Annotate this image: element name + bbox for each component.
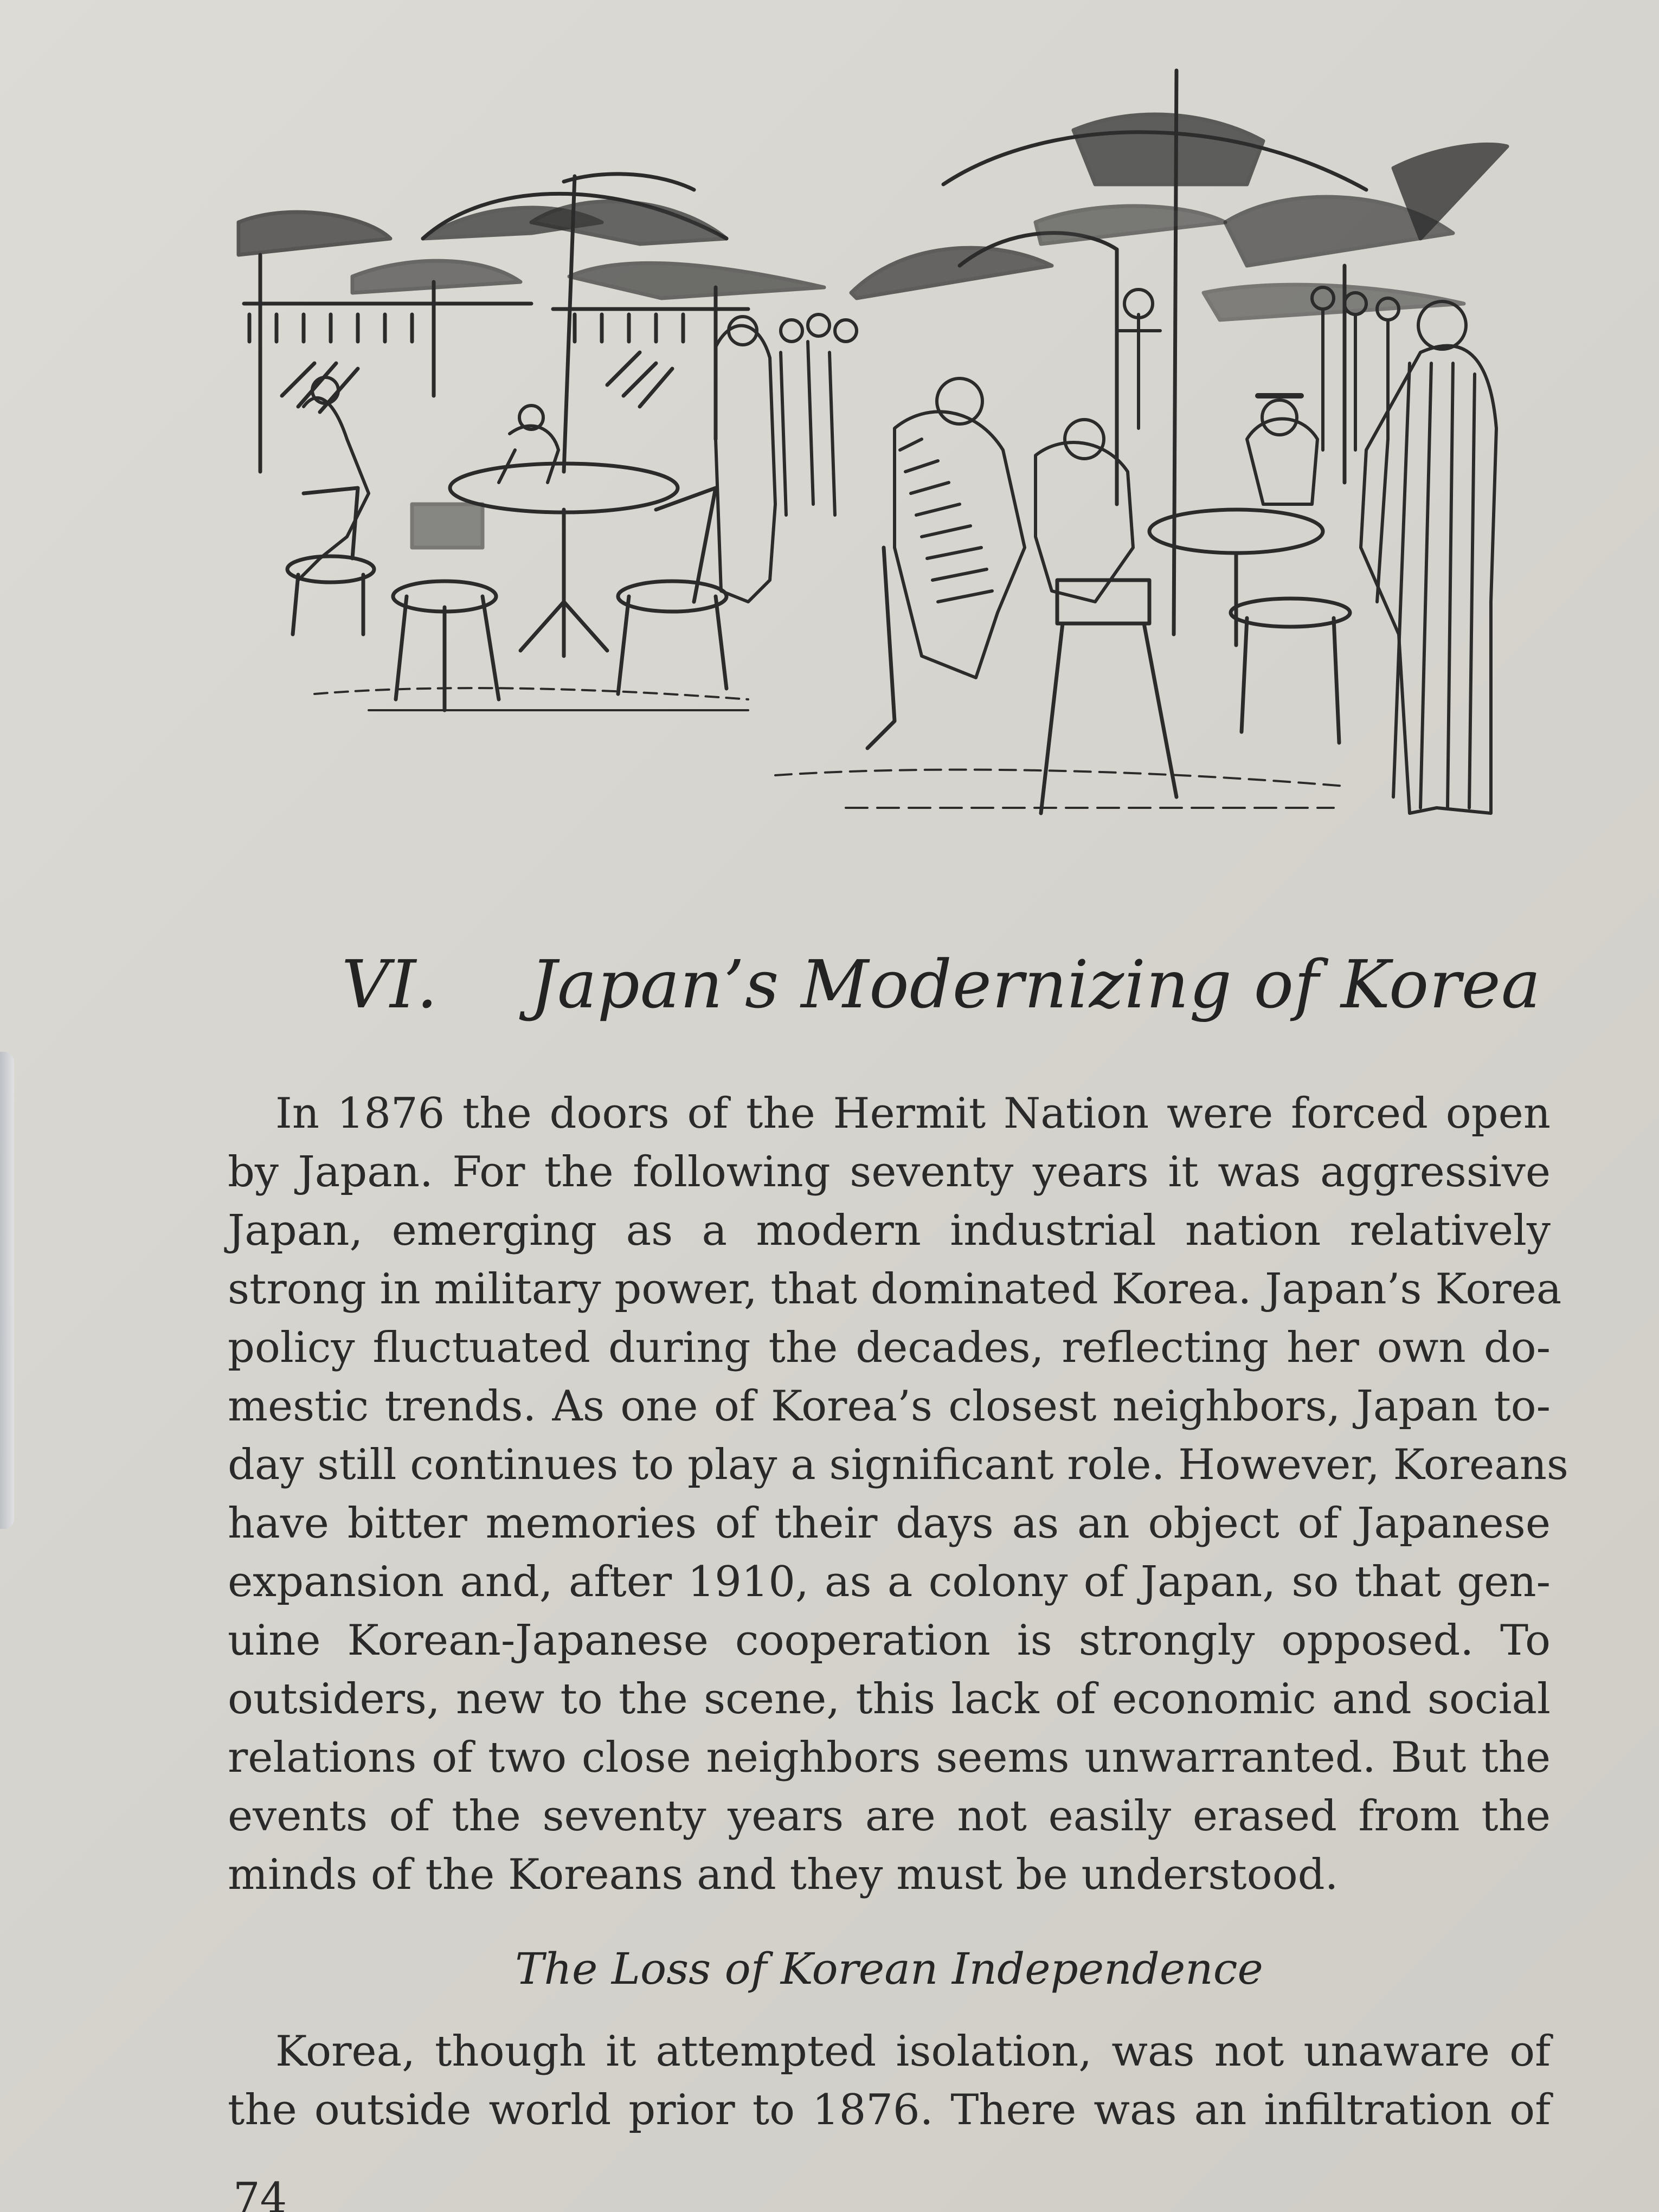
chapter-number: VI. xyxy=(342,946,439,1023)
tables xyxy=(450,464,1323,656)
text-line: day still continues to play a significant role. However, Koreans xyxy=(228,1441,1568,1489)
text-line: In 1876 the doors of the Hermit Nation were forced open xyxy=(275,1089,1551,1138)
text-line: events of the seventy years are not easily erased from the xyxy=(228,1792,1551,1841)
text-line: Japan, emerging as a modern industrial nation relatively xyxy=(228,1206,1551,1255)
text-line: by Japan. For the following seventy years it was aggressive xyxy=(228,1148,1551,1197)
paragraph-intro xyxy=(228,1084,1568,1904)
section-heading: The Loss of Korean Independence xyxy=(515,1944,1263,1994)
text-line: the outside world prior to 1876. There was an infiltration of xyxy=(228,2086,1551,2134)
text-line: minds of the Koreans and they must be understood. xyxy=(228,1850,1339,1899)
text-line: mestic trends. As one of Korea’s closest neighbors, Japan to- xyxy=(228,1382,1551,1431)
text-line: Korea, though it attempted isolation, was not unaware of xyxy=(275,2027,1551,2076)
ground-lines xyxy=(314,688,1345,808)
chapter-title-text: Japan’s Modernizing of Korea xyxy=(530,946,1541,1023)
chapter-title xyxy=(342,946,1541,1023)
page-edge-shadow xyxy=(0,1052,14,1529)
text-line: expansion and, after 1910, as a colony of Japan, so that gen- xyxy=(228,1558,1551,1606)
text-line: have bitter memories of their days as an object of Japanese xyxy=(228,1499,1551,1548)
text-line: relations of two close neighbors seems unwarranted. But the xyxy=(228,1733,1551,1782)
text-line: strong in military power, that dominated Korea. Japan’s Korea xyxy=(228,1265,1562,1314)
right-umbrellas xyxy=(851,70,1507,634)
paragraph-section xyxy=(228,2022,1551,2139)
text-line: outsiders, new to the scene, this lack of economic and social xyxy=(228,1675,1551,1724)
text-line: policy fluctuated during the decades, reflecting her own do- xyxy=(228,1323,1551,1372)
people-left xyxy=(298,314,857,602)
chairs xyxy=(287,488,1350,813)
cafe-scene-illustration xyxy=(228,60,1518,829)
text-line: uine Korean-Japanese cooperation is strongly opposed. To xyxy=(228,1616,1551,1665)
page-number: 74 xyxy=(233,2174,287,2212)
